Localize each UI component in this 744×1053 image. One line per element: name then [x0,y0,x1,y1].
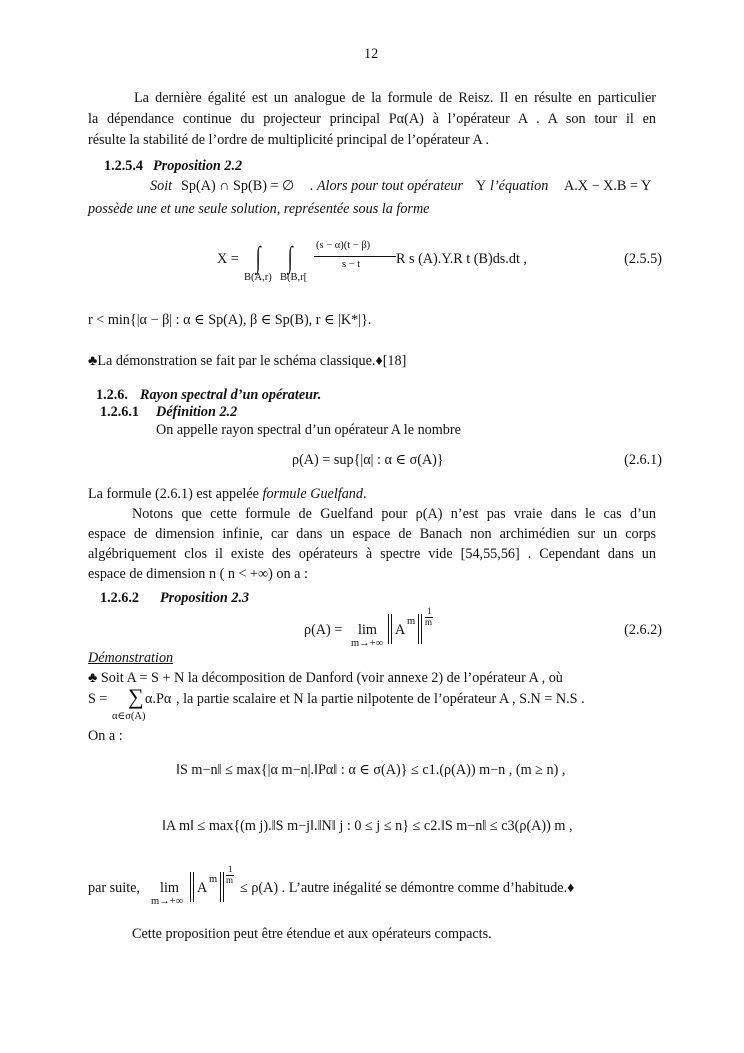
prop23-frac-m: m [425,617,433,627]
prop23-number: 1.2.6.2 [100,590,140,606]
final-norm-base: A [197,880,208,896]
prop23-exp-m: m [407,616,416,627]
demonstration-line-1: ♣ Soit A = S + N la décomposition de Danford (voir annexe 2) de l’opérateur A , où [88,670,563,686]
sum-sign: ∑ [128,684,144,709]
formula-lhs: X = [217,251,239,267]
def22-title: Définition 2.2 [156,404,238,420]
s-equals: S = [88,691,108,707]
inequality-2: ‖A m‖ ≤ max{(m j).‖S m−j‖.‖N‖ j : 0 ≤ j ≤ n} ≤ c2.‖S m−n‖ ≤ c3(ρ(A)) m , [162,818,573,834]
sum-subscript: α∈σ(A) [112,711,146,722]
prop23-frac-1: 1 [427,606,432,616]
final-norm-bar-right [220,872,224,902]
norm-bar-right [418,614,422,644]
on-a: On a : [88,728,123,744]
club-icon: ♣ [88,670,101,686]
intro-line-1: La dernière égalité est un analogue de la formule de Reisz. Il en résulte en particulier [134,90,656,106]
eq-label-262: (2.6.2) [624,622,662,638]
inequality-1: ‖S m−n‖ ≤ max{|α m−n|.‖Pα‖ : α ∈ σ(A)} ≤ c1.(ρ(A)) m−n , (m ≥ n) , [176,762,566,778]
diamond-icon: ♦ [567,880,575,896]
prop23-lim-sub: m→+∞ [351,638,384,649]
fraction-bar [314,256,396,257]
final-norm-bar-left [190,872,194,902]
final-frac-m: m [226,875,234,885]
prop22-title: Proposition 2.2 [153,158,243,174]
fraction-numerator: (s − α)(t − β) [316,240,371,251]
prop22-text1: . Alors pour tout opérateur [310,178,464,194]
demonstration-line-2: , la partie scalaire et N la partie nilpotente de l’opérateur A , S.N = N.S . [176,691,585,707]
guelfand-line-1: La formule (2.6.1) est appelée formule Guelfand. [88,486,367,502]
prop22-number: 1.2.5.4 [104,158,144,174]
prop22-soit: Soit [150,178,173,194]
integral-sign-2: ∫ [287,241,293,274]
integral-sign-1: ∫ [255,241,261,274]
intro-line-2: la dépendance continue du projecteur principal Pα(A) à l’opérateur A . A son tour il en [88,111,656,127]
section-number: 1.2.6. [96,387,128,403]
guelfand-line-3: espace de dimension infinie, car dans un espace de Banach non archimédien sur un corps [88,526,656,542]
integral-domain-2: B(B,r[ [280,272,308,283]
final-exp-m: m [209,874,218,885]
club-icon: ♣ [88,353,98,369]
final-frac-1: 1 [228,864,233,874]
sum-term: α.Pα [145,691,172,707]
intro-line-3: résulte la stabilité de l’ordre de multiplicité principal de l’opérateur A . [88,132,490,148]
fraction-denominator: s − t [342,259,361,270]
final-lim-sub: m→+∞ [151,896,184,907]
guelfand-line-2: Notons que cette formule de Guelfand pour ρ(A) n’est pas vraie dans le cas d’un [132,506,656,522]
last-line: Cette proposition peut être étendue et aux opérateurs compacts. [132,926,492,942]
prop22-line2: possède une et une seule solution, représentée sous la forme [88,201,430,217]
prop23-norm-base: A [395,622,406,638]
norm-bar-left [388,614,392,644]
prop22-equation: A.X − X.B = Y [564,178,652,194]
demo-line: ♣La démonstration se fait par le schéma classique.♦[18] [88,353,407,369]
eq-label-255: (2.5.5) [624,251,662,267]
prop23-lim: lim [358,622,377,638]
integral-domain-1: B(A,r) [244,272,272,283]
page-number: 12 [364,46,379,62]
prop22-text2: l’équation [490,178,549,194]
prop23-title: Proposition 2.3 [160,590,250,606]
diamond-icon: ♦ [375,353,383,369]
section-title: Rayon spectral d’un opérateur. [140,387,322,403]
demonstration-heading: Démonstration [88,650,174,666]
def22-text: On appelle rayon spectral d’un opérateur A le nombre [156,422,461,438]
final-par-suite: par suite, [88,880,141,896]
prop23-lhs: ρ(A) = [304,622,343,638]
final-lim: lim [160,880,179,896]
def22-formula: ρ(A) = sup{|α| : α ∈ σ(A)} [292,452,444,468]
guelfand-line-4: algébriquement clos il existe des opérateurs à spectre vide [54,55,56] . Cependant dans un [88,546,656,562]
def22-number: 1.2.6.1 [100,404,140,420]
formula-rest: R s (A).Y.R t (B)ds.dt , [396,251,527,267]
radius-condition: r < min{|α − β| : α ∈ Sp(A), β ∈ Sp(B), r ∈ |K*|}. [88,312,372,328]
prop22-condition: Sp(A) ∩ Sp(B) = ∅ [181,178,295,194]
guelfand-line-5: espace de dimension n ( n < +∞) on a : [88,566,308,582]
eq-label-261: (2.6.1) [624,452,662,468]
final-text: ≤ ρ(A) . L’autre inégalité se démontre comme d’habitude.♦ [240,880,575,896]
prop22-y: Y [476,178,487,194]
